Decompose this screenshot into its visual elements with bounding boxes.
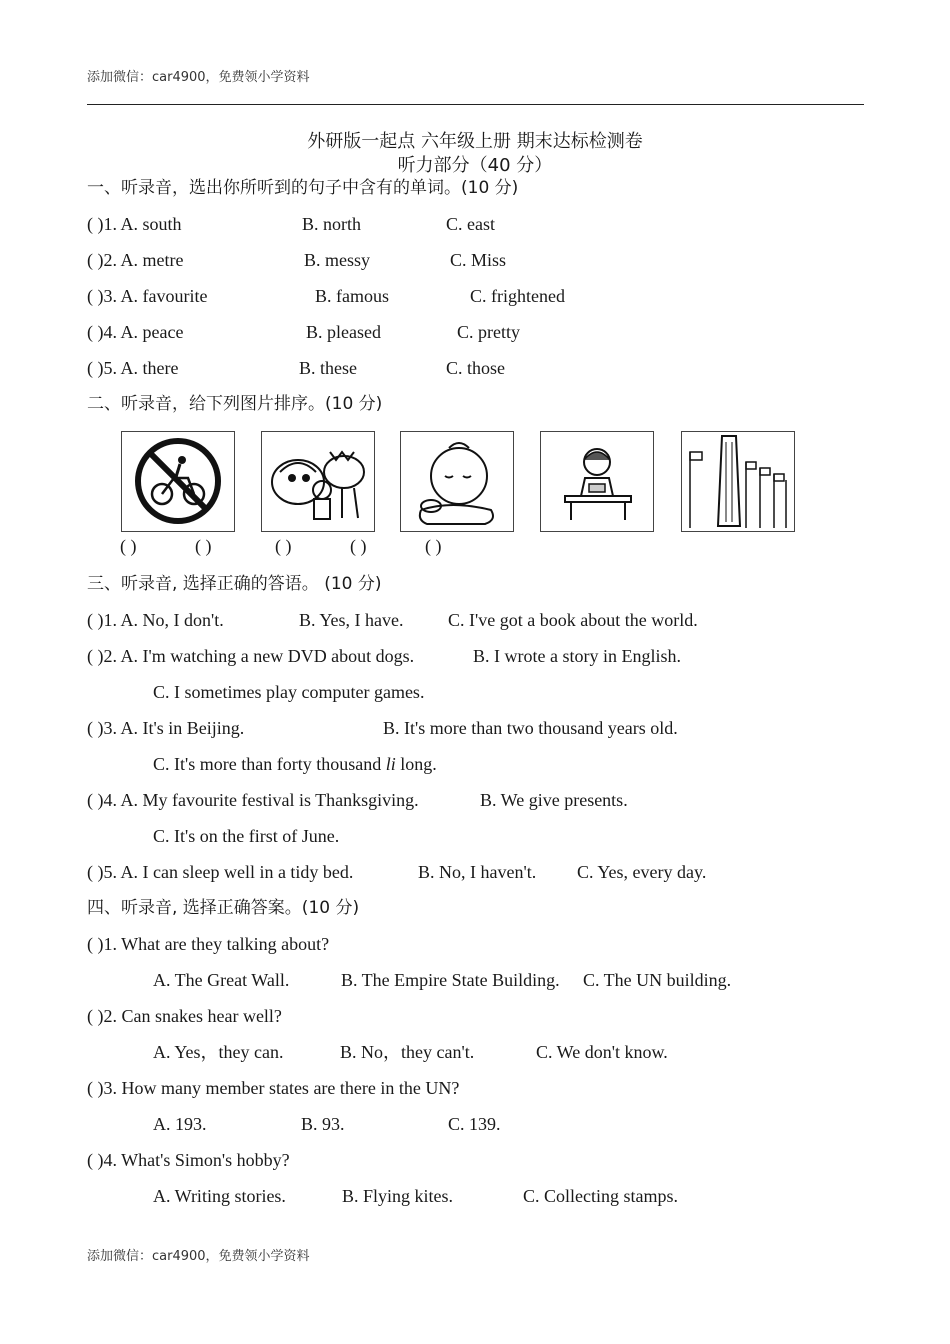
s1-q3-c: C. frightened xyxy=(470,286,565,306)
section1-heading: 一、听录音，选出你所听到的句子中含有的单词。(10 分) xyxy=(87,178,519,198)
picture-blank-3: ( ) xyxy=(275,536,292,556)
s3-q3-c-em: li xyxy=(385,754,396,774)
s3-q1-b: B. Yes, I have. xyxy=(299,610,404,630)
s3-q5-c: C. Yes, every day. xyxy=(577,862,707,882)
s1-q1-b: B. north xyxy=(302,214,362,234)
page-subtitle: 听力部分（40 分） xyxy=(397,155,553,176)
picture-blank-2: ( ) xyxy=(195,536,212,556)
s1-q1: ( )1. A. south xyxy=(87,214,182,234)
s3-q4-b: B. We give presents. xyxy=(480,790,628,810)
s3-q3-c-pre: C. It's more than forty thousand xyxy=(153,754,386,774)
s4-q2-b: B. No，they can't. xyxy=(340,1042,475,1062)
s4-q1-c: C. The UN building. xyxy=(583,970,732,990)
s1-q4: ( )4. A. peace xyxy=(87,322,184,342)
s1-q5-b: B. these xyxy=(299,358,357,378)
page-title: 外研版一起点 六年级上册 期末达标检测卷 xyxy=(307,131,643,152)
s4-q1-b: B. The Empire State Building. xyxy=(341,970,560,990)
s4-q2-a: A. Yes，they can. xyxy=(153,1042,284,1062)
s1-q2: ( )2. A. metre xyxy=(87,250,184,270)
s4-q3-b: B. 93. xyxy=(301,1114,345,1134)
no-cycling-sign-icon xyxy=(121,431,235,532)
s1-q5-c: C. those xyxy=(446,358,506,378)
s4-q3-c: C. 139. xyxy=(448,1114,501,1134)
page-footer: 添加微信：car4900，免费领小学资料 xyxy=(87,1249,310,1264)
girl-reading-icon xyxy=(540,431,654,532)
s3-q3-c xyxy=(153,752,437,776)
page-header: 添加微信：car4900，免费领小学资料 xyxy=(87,70,310,85)
section2-heading: 二、听录音，给下列图片排序。(10 分) xyxy=(87,394,383,414)
s4-q4-a: A. Writing stories. xyxy=(153,1186,286,1206)
sleeping-baby-icon xyxy=(400,431,514,532)
section3-heading: 三、听录音, 选择正确的答语。 (10 分) xyxy=(87,574,382,594)
s4-q3: ( )3. How many member states are there in the UN? xyxy=(87,1078,460,1098)
picture-blank-4: ( ) xyxy=(350,536,367,556)
s3-q4-c: C. It's on the first of June. xyxy=(153,826,340,846)
s4-q4-c: C. Collecting stamps. xyxy=(523,1186,678,1206)
s4-q1-a: A. The Great Wall. xyxy=(153,970,290,990)
s3-q3-c-post: long. xyxy=(395,754,437,774)
s3-q1: ( )1. A. No, I don't. xyxy=(87,610,224,630)
s3-q3: ( )3. A. It's in Beijing. xyxy=(87,718,245,738)
s3-q2-b: B. I wrote a story in English. xyxy=(473,646,681,666)
s1-q3: ( )3. A. favourite xyxy=(87,286,208,306)
s4-q1: ( )1. What are they talking about? xyxy=(87,934,330,954)
s4-q4-b: B. Flying kites. xyxy=(342,1186,454,1206)
s3-q3-b: B. It's more than two thousand years old. xyxy=(383,718,678,738)
picture-blank-5: ( ) xyxy=(425,536,442,556)
picture-blank-1: ( ) xyxy=(120,536,137,556)
s1-q3-b: B. famous xyxy=(315,286,389,306)
s3-q4: ( )4. A. My favourite festival is Thanksgiving. xyxy=(87,790,419,810)
s1-q1-c: C. east xyxy=(446,214,495,234)
s1-q2-b: B. messy xyxy=(304,250,371,270)
s4-q4: ( )4. What's Simon's hobby? xyxy=(87,1150,290,1170)
s3-q2: ( )2. A. I'm watching a new DVD about dogs. xyxy=(87,646,415,666)
header-divider xyxy=(87,104,864,105)
s3-q2-c: C. I sometimes play computer games. xyxy=(153,682,425,702)
s4-q2-c: C. We don't know. xyxy=(536,1042,668,1062)
s3-q5-b: B. No, I haven't. xyxy=(418,862,537,882)
s3-q1-c: C. I've got a book about the world. xyxy=(448,610,698,630)
s4-q2: ( )2. Can snakes hear well? xyxy=(87,1006,282,1026)
s1-q4-b: B. pleased xyxy=(306,322,381,342)
section4-heading: 四、听录音, 选择正确答案。(10 分) xyxy=(87,898,360,918)
s1-q4-c: C. pretty xyxy=(457,322,520,342)
s4-q3-a: A. 193. xyxy=(153,1114,207,1134)
flags-building-icon xyxy=(681,431,795,532)
lion-dance-icon xyxy=(261,431,375,532)
s3-q5: ( )5. A. I can sleep well in a tidy bed. xyxy=(87,862,354,882)
s1-q2-c: C. Miss xyxy=(450,250,507,270)
s1-q5: ( )5. A. there xyxy=(87,358,179,378)
